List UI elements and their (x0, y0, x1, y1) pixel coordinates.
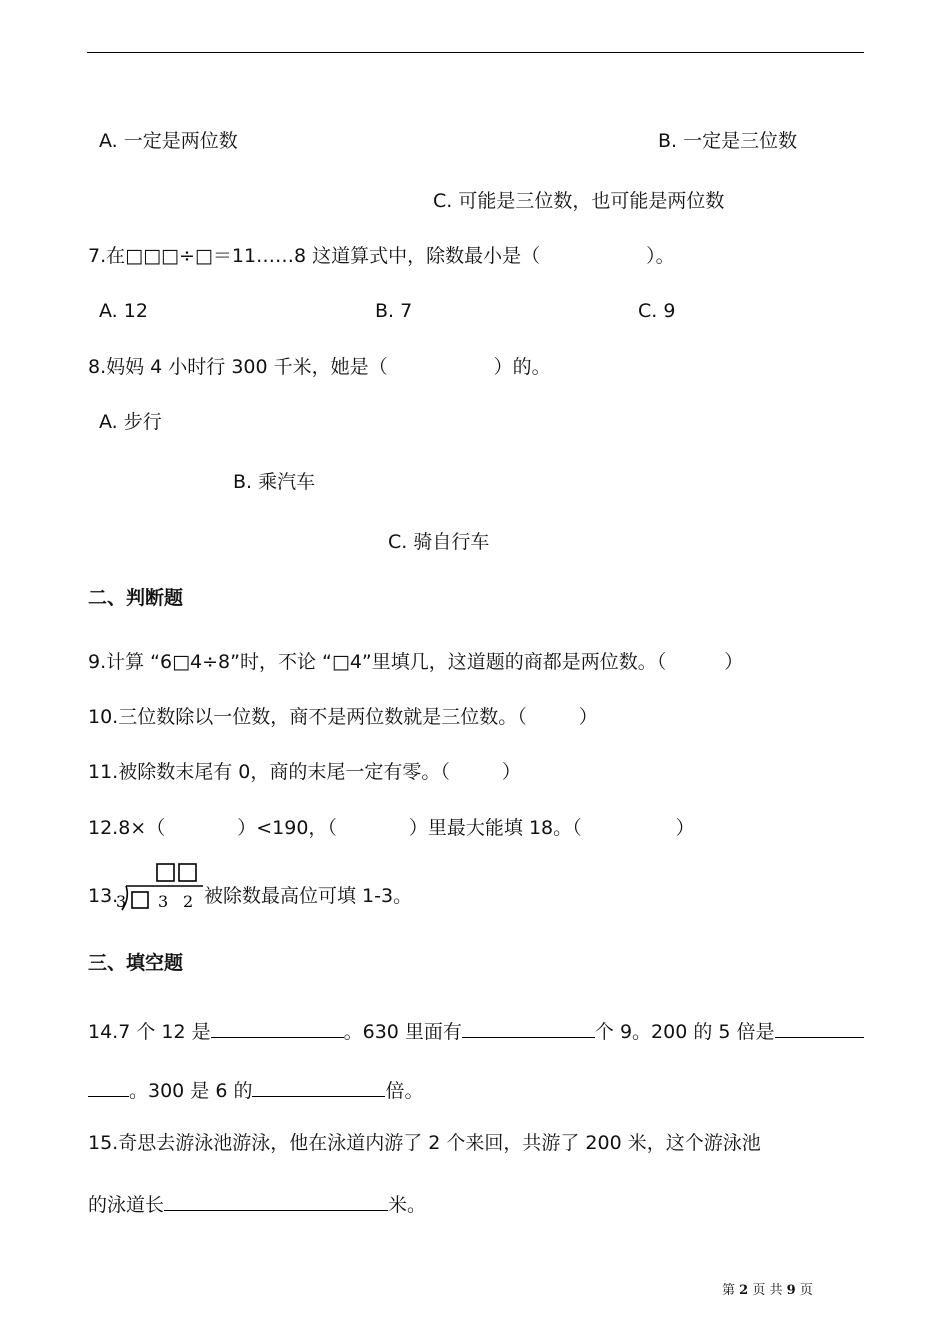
q15-line-2 (88, 1190, 426, 1217)
q7-close: ）。 (646, 245, 675, 267)
q14-blank-3-end[interactable] (88, 1076, 129, 1097)
q14-part-3: 个 9。200 的 5 倍是 (594, 1021, 775, 1043)
q14-line-1 (88, 1017, 864, 1044)
q10 (88, 705, 598, 729)
q11-text: 11.被除数末尾有 0，商的末尾一定有零。（ (88, 761, 450, 783)
q10-text: 10.三位数除以一位数，商不是两位数就是三位数。（ (88, 706, 527, 728)
header-rule (87, 52, 864, 53)
q9-text: 9.计算 “6□4÷8”时，不论 “□4”里填几，这道题的商都是两位数。（ (88, 651, 667, 673)
q14-line-2 (88, 1076, 424, 1103)
q14-part-5: 倍。 (385, 1080, 424, 1102)
q13-number: 13. (88, 885, 119, 907)
q7-option-b: B. 7 (375, 300, 413, 322)
q14-blank-1[interactable] (211, 1017, 344, 1038)
q15-blank[interactable] (164, 1190, 388, 1211)
q14-part-4: 。300 是 6 的 (129, 1080, 253, 1102)
quotient-box-1 (157, 864, 174, 881)
q11-close: ） (501, 761, 521, 783)
q7-option-a: A. 12 (99, 300, 148, 322)
q9-close: ） (724, 651, 744, 673)
q14-blank-3-start[interactable] (775, 1017, 864, 1038)
quotient-box-2 (179, 864, 196, 881)
q8-option-b: B. 乘汽车 (233, 471, 316, 493)
q13-text: 被除数最高位可填 1-3。 (204, 885, 413, 907)
q6-option-b: B. 一定是三位数 (658, 130, 798, 152)
q7-stem (88, 244, 675, 268)
footer-pre: 第 (722, 1283, 736, 1298)
dividend-digit-1: 3 (158, 892, 169, 911)
q8-stem (88, 355, 551, 379)
q12-part-4: ） (675, 817, 695, 839)
q14-blank-2[interactable] (462, 1017, 595, 1038)
q8-close: ）的。 (493, 356, 551, 378)
q12-part-1: 12.8×（ (88, 817, 166, 839)
footer-total-pages: 9 (786, 1283, 796, 1298)
footer-post: 页 (799, 1283, 813, 1298)
q7-option-c: C. 9 (638, 300, 676, 322)
q15-line-1: 15.奇思去游泳池游泳，他在泳道内游了 2 个来回，共游了 200 米，这个游泳池 (88, 1132, 761, 1154)
divisor-digit: 3 (116, 892, 127, 911)
q6-option-c: C. 可能是三位数，也可能是两位数 (433, 190, 725, 212)
q9 (88, 650, 743, 674)
q8-option-a: A. 步行 (99, 411, 162, 433)
long-division-figure (113, 862, 205, 912)
q14-blank-4[interactable] (252, 1076, 385, 1097)
q8-stem-text: 8.妈妈 4 小时行 300 千米，她是（ (88, 356, 388, 378)
dividend-digit-2: 2 (183, 892, 194, 911)
q11 (88, 760, 521, 784)
footer-page-number: 2 (739, 1283, 749, 1298)
q12-part-3: ）里最大能填 18。（ (408, 817, 582, 839)
q15-part-1: 的泳道长 (88, 1194, 165, 1216)
q6-option-a: A. 一定是两位数 (99, 130, 238, 152)
section-2-title: 二、判断题 (88, 587, 184, 609)
q14-part-1: 14.7 个 12 是 (88, 1021, 211, 1043)
q14-part-2: 。630 里面有 (343, 1021, 462, 1043)
footer-mid: 页 共 (752, 1283, 783, 1298)
page-footer (722, 1279, 813, 1298)
q7-stem-text: 7.在□□□÷□＝11……8 这道算式中，除数最小是（ (88, 245, 541, 267)
q10-close: ） (578, 706, 598, 728)
q12-part-2: ）<190，（ (237, 817, 337, 839)
q15-part-2: 米。 (388, 1194, 427, 1216)
section-3-title: 三、填空题 (88, 952, 184, 974)
dividend-box (132, 892, 148, 908)
q8-option-c: C. 骑自行车 (388, 531, 490, 553)
q12 (88, 816, 695, 840)
